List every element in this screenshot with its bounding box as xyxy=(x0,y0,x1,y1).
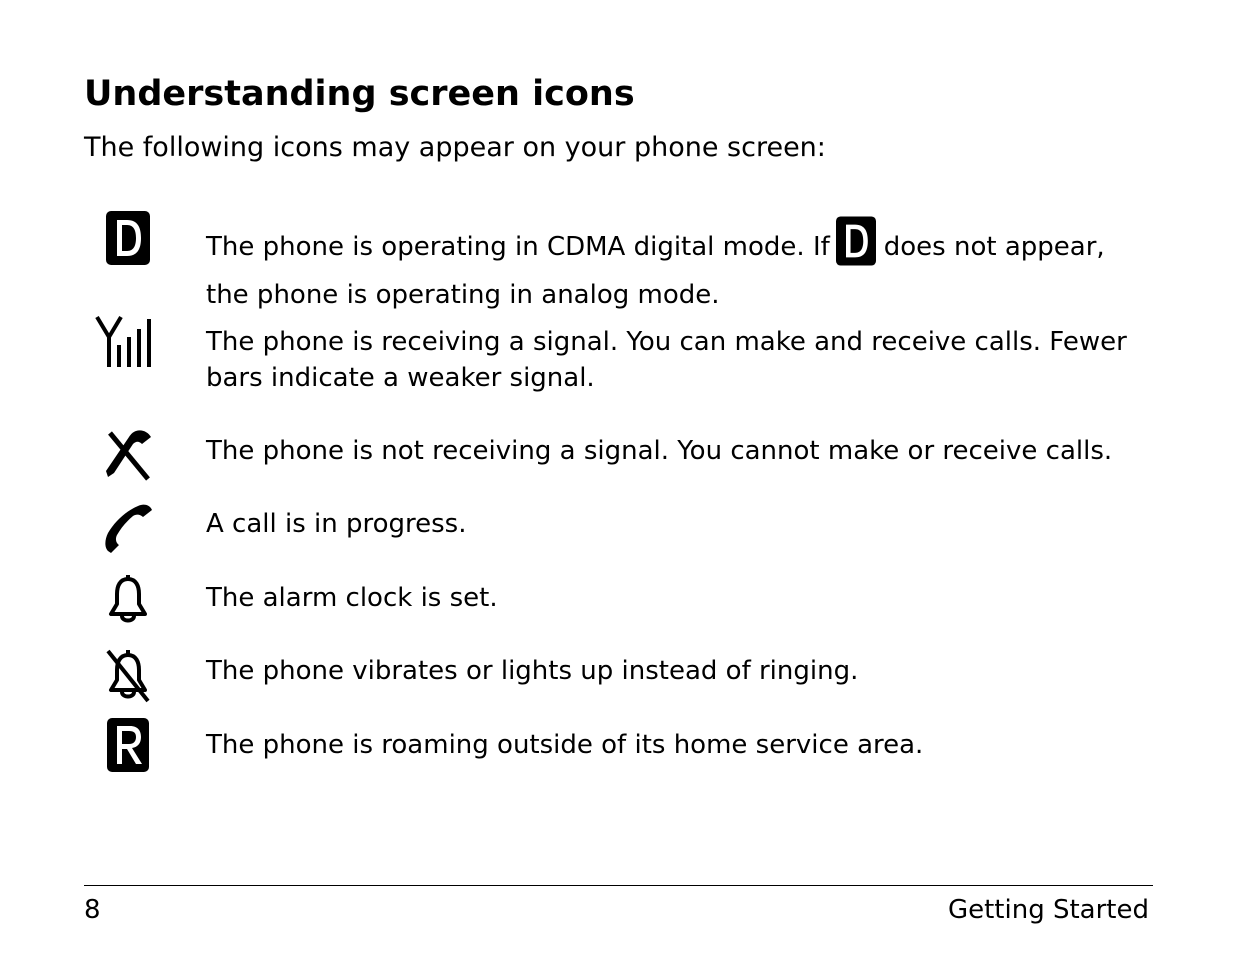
description-call-in-progress: A call is in progress. xyxy=(206,509,467,539)
digital-mode-d-icon xyxy=(96,208,160,268)
alarm-bell-icon xyxy=(96,570,160,630)
description-digital-mode xyxy=(206,215,1151,313)
intro-text: The following icons may appear on your phone screen: xyxy=(84,132,826,163)
signal-strength-icon xyxy=(94,312,166,372)
description-silent: The phone vibrates or lights up instead of ringing. xyxy=(206,656,859,686)
footer-divider xyxy=(84,885,1153,886)
description-signal: The phone is receiving a signal. You can make and receive calls. Fewer bars indicate a weaker signal. xyxy=(206,327,1127,393)
silent-bell-icon xyxy=(96,645,160,705)
description-no-signal: The phone is not receiving a signal. You cannot make or receive calls. xyxy=(206,436,1113,466)
description-roaming: The phone is roaming outside of its home service area. xyxy=(206,730,924,760)
page-number: 8 xyxy=(84,895,101,925)
roaming-r-icon xyxy=(96,715,160,775)
call-in-progress-icon xyxy=(96,498,160,558)
page-title: Understanding screen icons xyxy=(84,74,635,114)
footer-section-title: Getting Started xyxy=(947,895,1149,925)
desc-digital-part2: does not appear, the phone is operating in analog mode. xyxy=(206,232,1105,310)
desc-digital-part1: The phone is operating in CDMA digital mode. If xyxy=(206,232,830,262)
inline-digital-d-icon xyxy=(836,215,876,277)
no-signal-icon xyxy=(96,424,160,484)
description-alarm: The alarm clock is set. xyxy=(206,583,498,613)
